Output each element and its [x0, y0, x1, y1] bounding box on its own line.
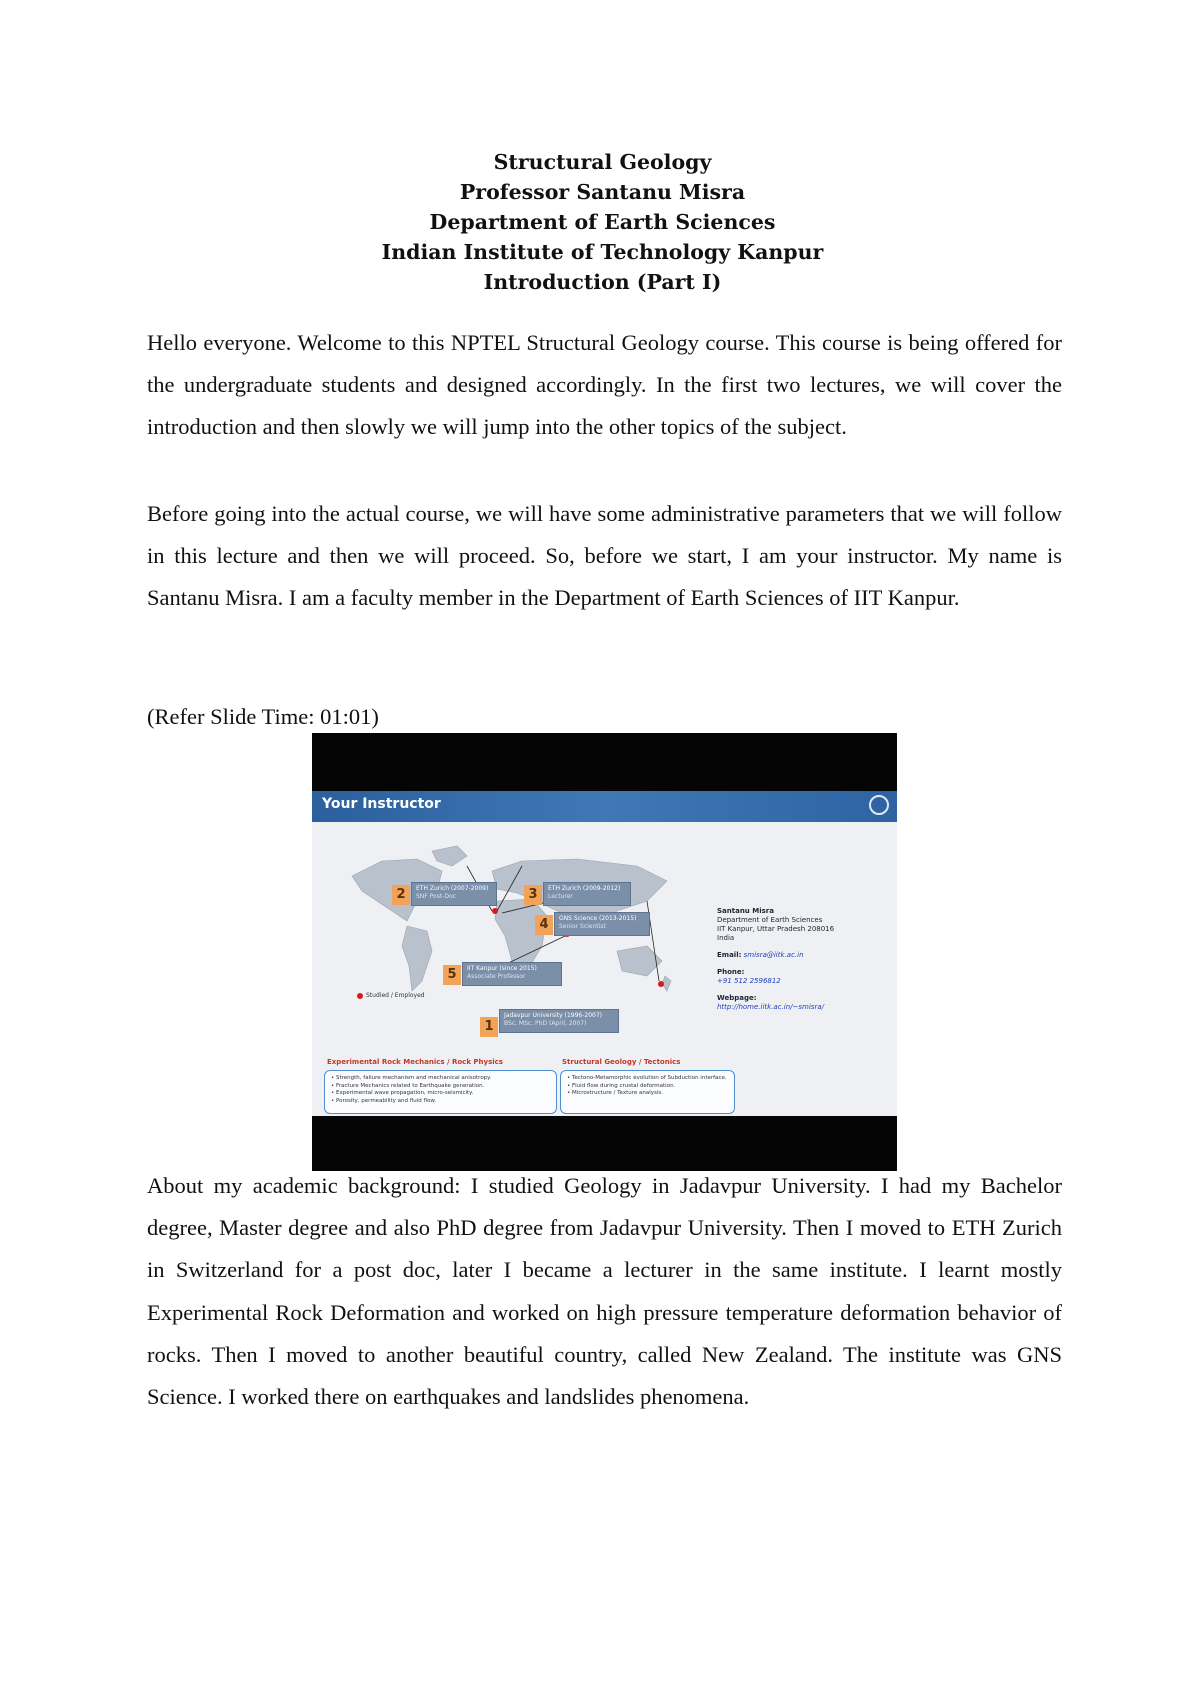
milestone-role: BSc, MSc, PhD (April, 2007) — [504, 1020, 587, 1027]
email-link[interactable]: smisra@iitk.ac.in — [743, 951, 804, 959]
milestone-tag — [554, 912, 650, 936]
research-area-box — [324, 1070, 557, 1114]
milestone-place: IIT Kanpur (since 2015) — [467, 965, 537, 972]
slide-title: Your Instructor — [322, 796, 441, 812]
professor-name: Professor Santanu Misra — [459, 180, 746, 204]
legend-dot-icon — [357, 993, 363, 999]
phone-label: Phone: — [717, 968, 745, 976]
slide-reference: (Refer Slide Time: 01:01) — [147, 704, 379, 729]
milestone-role: SNF Post-Doc — [416, 893, 456, 900]
lecture-title: Introduction (Part I) — [483, 270, 722, 294]
milestone-number: 5 — [443, 965, 461, 985]
milestone-role: Lecturer — [548, 893, 573, 900]
research-item: • Fracture Mechanics related to Earthquake generation. — [331, 1082, 485, 1089]
institute-logo-icon — [869, 795, 889, 815]
paragraph-background: About my academic background: I studied Geology in Jadavpur University. I had my Bachelor degree, Master degree and also PhD degree from Jadavpur University. Then I moved to ETH Zurich in Switzerland for a post doc, later I became a lecturer in the same institute. I learnt mostly Experimental Rock Deformation and worked on high pressure temperature deformation behavior of rocks. Then I moved to another beautiful country, called New Zealand. The institute was GNS Science. I worked there on earthquakes and landslides phenomena. — [147, 1173, 1062, 1410]
research-item: • Strength, failure mechanism and mechanical anisotropy. — [331, 1075, 492, 1081]
research-area-title: Structural Geology / Tectonics — [562, 1058, 681, 1066]
research-item: • Experimental wave propagation, micro-seismicity. — [331, 1090, 474, 1096]
milestone-number: 4 — [535, 915, 553, 935]
webpage-link[interactable]: http://home.iitk.ac.in/~smisra/ — [717, 1003, 824, 1011]
milestone-number: 1 — [480, 1017, 498, 1037]
milestone-tag — [462, 962, 562, 986]
milestone-number: 3 — [524, 885, 542, 905]
slide-image — [312, 733, 897, 1171]
contact-name: Santanu Misra — [717, 907, 774, 915]
title-block — [140, 147, 1065, 297]
institute-name: Indian Institute of Technology Kanpur — [381, 240, 824, 264]
course-title: Structural Geology — [493, 150, 712, 174]
paragraph-welcome: Hello everyone. Welcome to this NPTEL Structural Geology course. This course is being offered for the undergraduate students and designed accordingly. In the first two lectures, we will cover the introduction and then slowly we will jump into the other topics of the subject. — [147, 330, 1062, 440]
phone-number: +91 512 2596812 — [717, 977, 781, 985]
department-name: Department of Earth Sciences — [429, 210, 776, 234]
milestone-tag — [543, 882, 631, 906]
milestone-place: GNS Science (2013-2015) — [559, 915, 637, 922]
research-item: • Microstructure / Texture analysis. — [567, 1090, 664, 1096]
contact-address: IIT Kanpur, Uttar Pradesh 208016 — [717, 925, 835, 933]
slide-content — [312, 791, 897, 1116]
contact-info — [717, 907, 892, 1012]
milestone-role: Senior Scientist — [559, 923, 606, 930]
contact-country: India — [717, 934, 735, 942]
research-item: • Porosity, permeability and fluid flow. — [331, 1097, 437, 1104]
contact-department: Department of Earth Sciences — [717, 916, 823, 924]
slide-header — [312, 791, 897, 822]
milestone-role: Associate Professor — [467, 973, 526, 980]
milestone-number: 2 — [392, 885, 410, 905]
research-item: • Tectono-Metamorphic evolution of Subduction interface. — [567, 1075, 727, 1081]
milestone-place: ETH Zurich (2007-2009) — [416, 885, 489, 892]
research-area-title: Experimental Rock Mechanics / Rock Physics — [327, 1058, 503, 1066]
milestone-place: Jadavpur University (1996-2007) — [504, 1012, 603, 1019]
milestone-tag — [411, 882, 497, 906]
milestone-tag — [499, 1009, 619, 1033]
email-label: Email: — [717, 951, 742, 959]
webpage-label: Webpage: — [717, 994, 757, 1002]
milestone-place: ETH Zurich (2009-2012) — [548, 885, 621, 892]
research-item: • Fluid flow during crustal deformation. — [567, 1082, 676, 1089]
research-area-box — [560, 1070, 735, 1114]
map-legend: Studied / Employed — [366, 992, 425, 999]
paragraph-instructor: Before going into the actual course, we will have some administrative parameters that we will follow in this lecture and then we will proceed. So, before we start, I am your instructor. My name is Santanu Misra. I am a faculty member in the Department of Earth Sciences of IIT Kanpur. — [147, 501, 1062, 611]
